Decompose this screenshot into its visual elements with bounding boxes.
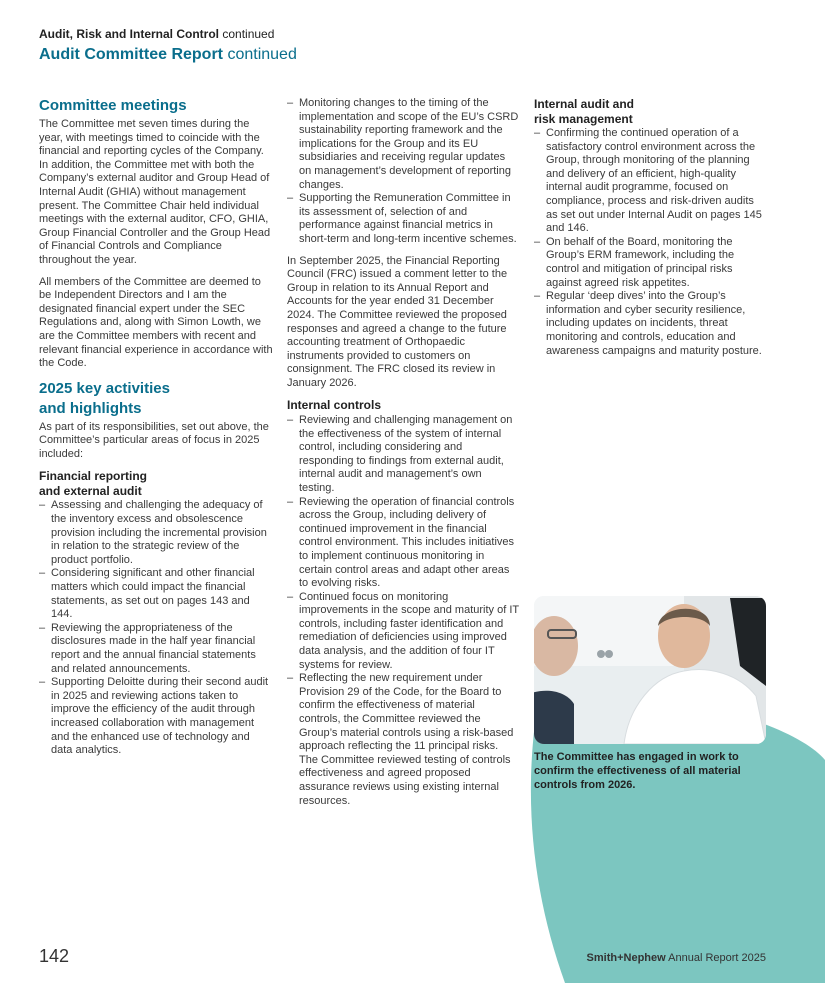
- financial-reporting-list: [39, 499, 273, 757]
- list-item: – Monitoring changes to the timing of the implementation and scope of the EU’s CSRD sustainability reporting framework and the implications for the Group and its EU subsidiaries and receiving regular updates on management’s development of reporting changes.: [287, 97, 519, 192]
- list-item: – Assessing and challenging the adequacy of the inventory excess and obsolescence provision including the incremental provision in relation to the strategic review of the product portfolio.: [39, 499, 273, 567]
- list-item: – Reflecting the new requirement under Provision 29 of the Code, for the Board to confirm the effectiveness of material controls, the Committee reviewed the Group’s material controls using a risk-based approach reflecting the 11 principal risks. The Committee reviewed testing of controls effectiveness and agreed proposed assurance reviews using existing internal resources.: [287, 672, 519, 808]
- list-item: – Reviewing and challenging management on the effectiveness of the system of internal control, including considering and responding to findings from external audit, internal audit and management’s own testing.: [287, 414, 519, 496]
- list-item: – On behalf of the Board, monitoring the Group’s ERM framework, including the control and mitigation of principal risks against agreed risk appetites.: [534, 236, 768, 290]
- list-item: – Considering significant and other financial matters which could impact the financial statements, as set out on pages 143 and 144.: [39, 567, 273, 621]
- internal-audit-heading: Internal audit and risk management: [534, 97, 635, 126]
- page-number: 142: [39, 946, 70, 966]
- column-middle: [287, 97, 519, 816]
- internal-controls-heading: Internal controls: [287, 398, 382, 413]
- column-right: [534, 97, 768, 366]
- list-item: – Continued focus on monitoring improvements in the scope and maturity of IT controls, including faster identification and remediation of deficiencies using improved data analysis, and the addition of four IT systems for review.: [287, 591, 519, 673]
- key-activities-heading: 2025 key activities and highlights: [39, 379, 170, 417]
- report-title: Audit Committee Report continued: [39, 46, 297, 63]
- committee-photo: [534, 596, 766, 744]
- photo-caption: The Committee has engaged in work to confirm the effectiveness of all material controls from 2026.: [534, 751, 741, 791]
- footer-brand: Smith+Nephew Annual Report 2025: [586, 952, 766, 964]
- list-item: – Supporting the Remuneration Committee in its assessment of, selection of and performance against financial metrics in short-term and long-term incentive schemes.: [287, 192, 519, 246]
- activities-intro: As part of its responsibilities, set out above, the Committee’s particular areas of focus in 2025 included:: [39, 420, 269, 460]
- committee-meetings-heading: Committee meetings: [39, 97, 187, 114]
- internal-audit-list: [534, 127, 768, 358]
- section-heading: Audit, Risk and Internal Control continued: [39, 27, 275, 41]
- reporting-continued-list: [287, 97, 519, 247]
- meetings-paragraph-1: The Committee met seven times during the year, with meetings timed to coincide with the financial and reporting cycles of the Company. In addition, the Committee met with both the Company’s external auditor and Group Head of Internal Audit (GHIA) without management present. The Committee Chair held individual meetings with the external auditor, CFO, GHIA, Group Financial Controller and the Group Head of Financial Controls and Compliance throughout the year.: [39, 118, 271, 266]
- brand-name: Smith+Nephew: [586, 952, 666, 964]
- internal-controls-list: [287, 414, 519, 808]
- list-item: – Confirming the continued operation of a satisfactory control environment across the Group, through monitoring of the planning and delivery of an efficient, high-quality internal audit programme, focused on compliance, process and risk-driven audits as set out under Internal Audit on pages 145 and 146.: [534, 127, 768, 236]
- meetings-paragraph-2: All members of the Committee are deemed to be Independent Directors and I am the designated financial expert under the SEC Regulations and, along with Simon Lowth, we are the Committee members with recent and relevant financial experience in accordance with the Code.: [39, 275, 273, 370]
- frc-paragraph: In September 2025, the Financial Reporting Council (FRC) issued a comment letter to the Group in relation to its Annual Report and Accounts for the year ended 31 December 2024. The Committee reviewed the proposed responses and agreed a change to the future accounting treatment of Orthopaedic instruments provided to customers on consignment. The FRC closed its review in January 2026.: [287, 254, 508, 389]
- list-item: – Supporting Deloitte during their second audit in 2025 and reviewing actions taken to improve the efficiency of the audit through increased collaboration with management and the enhanced use of technology and data analytics.: [39, 676, 273, 758]
- column-left: [39, 96, 273, 766]
- financial-reporting-heading: Financial reporting and external audit: [39, 469, 148, 498]
- list-item: – Reviewing the appropriateness of the disclosures made in the half year financial report and the annual financial statements and related announcements.: [39, 622, 273, 676]
- list-item: – Reviewing the operation of financial controls across the Group, including delivery of continued improvement in the financial control environment. This includes initiatives to implement continuous monitoring in certain control areas and adapt other areas to evolving risks.: [287, 496, 519, 591]
- list-item: – Regular ‘deep dives’ into the Group’s information and cyber security resilience, including updates on incidents, threat monitoring and controls, education and awareness campaigns and maturity posture.: [534, 290, 768, 358]
